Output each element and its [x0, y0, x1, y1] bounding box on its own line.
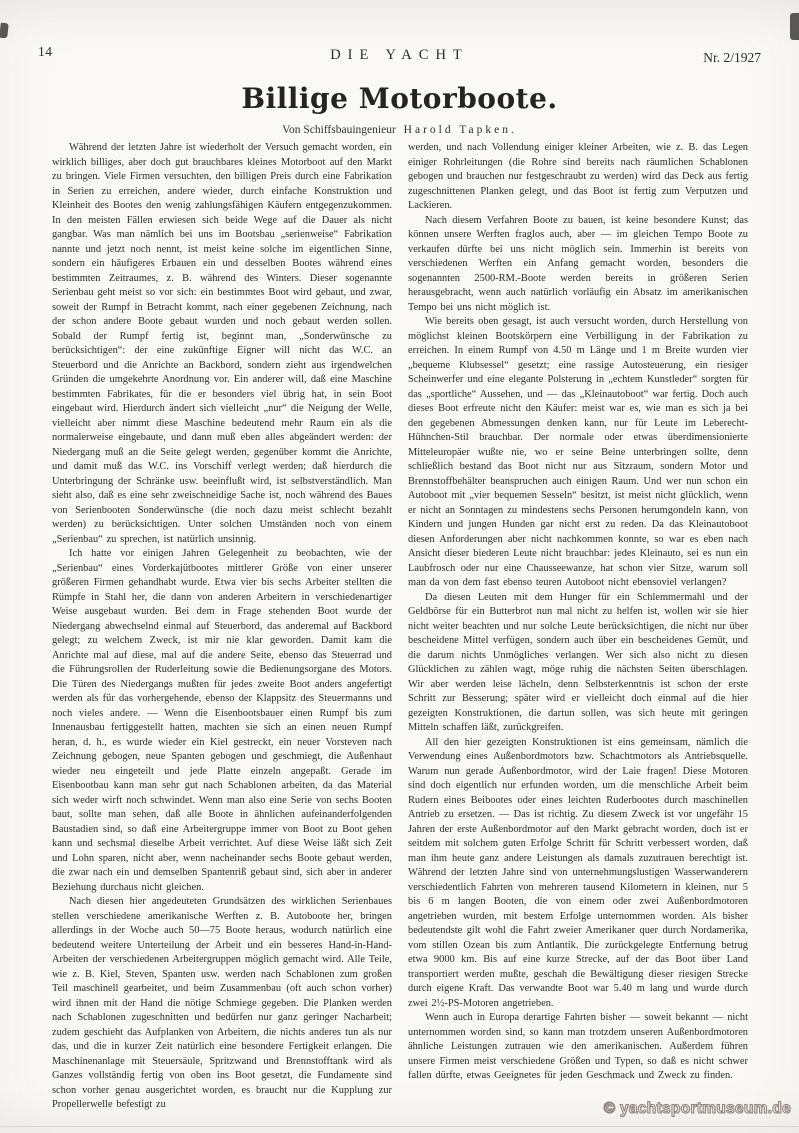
byline — [0, 124, 799, 136]
article-paragraph: werden, und nach Vollendung einiger kleiner Arbeiten, wie z. B. das Legen einiger Rohrleitungen (die Rohre sind bereits nach räumlichen Schablonen gebogen und brauchen nur festgeschraubt zu werden) wird das Deck aus fertig zugeschnittenen Planken gelegt, und das Boot ist fertig zum Verputzen und Lackieren. — [408, 142, 748, 211]
watermark: © yachtsportmuseum.de — [603, 1100, 791, 1117]
article-paragraph: Nach diesem Verfahren Boote zu bauen, ist keine besondere Kunst; das können unsere Werften fraglos auch, aber — im gleichen Tempo Boote zu verkaufen dürfte bei uns nicht möglich sein. Immerhin ist bereits von verschiedenen Werften ein Anfang gemacht worden, besonders die sogenannten 2500-RM.-Boote werden bereits in größeren Serien herausgebracht, wenn auch natürlich vorläufig ein Absatz im amerikanischen Tempo bei uns nicht möglich ist. — [408, 214, 748, 313]
article-paragraph: Da diesen Leuten mit dem Hunger für ein Schlemmermahl und der Geldbörse für ein Butterbrot nun mal nicht zu helfen ist, wollen wir sie hier nicht weiter beachten und nur solche Leute berücksichtigen, die nicht nur über bescheidene Mittel verfügen, sondern auch über ein bescheidenes Gemüt, und die darum nichts Unmögliches verlangen. Wer sich also nicht zu diesen Glücklichen zu zählen wagt, möge ruhig die nächsten Seiten überschlagen. Wir aber werden leise lächeln, denn Selbsterkenntnis ist schon der erste Schritt zur Besserung; später wird er vielleicht doch einmal auf die hier gezeigten Konstruktionen, die dartun sollen, was sich heute mit geringen Mitteln schaffen läßt, zurückgreifen. — [408, 591, 748, 733]
article-paragraph: Während der letzten Jahre ist wiederholt der Versuch gemacht worden, ein wirklich billiges, aber doch gut brauchbares kleines Motorboot auf den Markt zu bringen. Viele Firmen versuchten, den billigen Preis durch eine Fabrikation in Serien zu erreichen, andere wieder, durch einfache Konstruktion und Kleinheit des Bootes den wenig zahlungsfähigen Käufern entgegenzukommen. In den meisten Fällen erwiesen sich beide Wege auf die Dauer als nicht gangbar. Was man nämlich bei uns im Bootsbau „serienweise“ Fabrikation nannte und jetzt noch nennt, ist meist keine solche im eigentlichen Sinne, sondern ein häufigeres Erbauen ein und desselben Bootes während eines bestimmten Zeitraumes, z. B. während des Winters. Dieser sogenannte Serienbau geht meist so vor sich: ein bestimmtes Boot wird gebaut, und zwar, soweit der Rumpf in Betracht kommt, nach einer gegebenen Zeichnung, nach der schon andere Boote gebaut wurden und noch gebaut werden sollen. Sobald der Rumpf fertig ist, beginnt man, „Sonderwünsche zu berücksichtigen“: der eine zukünftige Eigner will nicht das W.C. an Steuerbord und die Anrichte an Backbord, sondern zieht aus irgendwelchen Gründen die umgekehrte Anordnung vor. Ein anderer will, daß eine Maschine bestimmten Fabrikates, für die er besonders viel übrig hat, in sein Boot eingebaut wird. Hierdurch ändert sich vielleicht „nur“ die Neigung der Welle, vielleicht aber nimmt diese Maschine bedeutend mehr Raum ein als die normalerweise eingebaute, und dann muß eben alles abgeändert werden: der Niedergang muß an die Seite gelegt werden, gegenüber kommt die Anrichte, und damit muß das W.C. ins Vorschiff verlegt werden; daß hierdurch die Unterbringung der Schränke usw. beeinflußt wird, ist selbstverständlich. Man sieht also, daß es eine sehr zweischneidige Sache ist, noch während des Baues von Serienbooten Sonderwünsche (die noch dazu meist schlecht bezahlt werden) zu berücksichtigen. Unter solchen Umständen noch von einem „Serienbau“ zu sprechen, ist natürlich unsinnig. — [52, 142, 392, 545]
article-paragraph: Ich hatte vor einigen Jahren Gelegenheit zu beobachten, wie der „Serienbau“ eines Vorderkajütbootes mittlerer Größe von einer unserer größeren Firmen gehandhabt wurde. Etwa vier bis sechs Arbeiter stellten die Rümpfe in Stahl her, die dann von anderen Arbeitern in verschiedenartiger Weise ausgebaut wurden. Bei dem in Frage stehenden Boot wurde der Niedergang abwechselnd einmal auf Steuerbord, das anderemal auf Backbord gelegt; zu welchem Zweck, ist mir nie klar geworden. Damit kam die Anrichte mal auf diese, mal auf die andere Seite, ebenso das Steuerrad und die Führungsrollen der Ruderleitung sowie die Bedienungsorgane des Motors. Die Türen des Niedergangs mußten für jedes zweite Boot anders angefertigt werden als für das vorhergehende, ebenso der Klappsitz des Steuermanns und noch vieles andere. — Wenn die Eisenbootsbauer einen Rumpf bis zum Innenausbau fertiggestellt hatten, machten sie sich an einen neuen Rumpf heran, d. h., es wurde wieder ein Kiel gestreckt, ein neuer Vorsteven nach Zeichnung gebogen, neue Spanten gebogen und geschmiegt, die Außenhaut wieder neu eingeteilt und jede Platte einzeln angepaßt. Gerade im Eisenbootbau kann man sehr gut nach Schablonen arbeiten, da das Material sich weder wirft noch schwindet. Wenn man also eine Serie von sechs Booten baut, sollte man sehen, daß alle Boote in ähnlichen aufeinanderfolgenden Baustadien sind, so daß eine Arbeitergruppe immer von Boot zu Boot gehen kann und sechsmal dieselbe Arbeit verrichtet. Auf diese Weise läßt sich Zeit und Lohn sparen, nicht aber, wenn nacheinander sechs Boote gebaut werden, die zwar nach ein und demselben Spantenriß gebaut sind, sich aber in anderer Beziehung durchaus nicht gleichen. — [52, 548, 392, 893]
right-column — [408, 141, 748, 1113]
article-title: Billige Motorboote. — [241, 82, 558, 115]
article-paragraph: Wenn auch in Europa derartige Fahrten bisher — soweit bekannt — nicht unternommen worden sind, so kann man trotzdem unseren Außenbordmotoren ähnliche Leistungen zutrauen wie den amerikanischen. Außerdem führen unsere Firmen meist verschiedene Größen und Typen, so daß es nicht schwer fallen dürfte, etwas Geeignetes für jeden Geschmack und Zweck zu finden. — [408, 1012, 748, 1081]
byline-prefix: Von Schiffsbauingenieur — [282, 124, 396, 136]
article-body — [52, 141, 748, 1113]
page-number: 14 — [38, 44, 53, 59]
issue-number: Nr. 2/1927 — [703, 50, 761, 65]
left-column — [52, 141, 392, 1113]
scan-artifact-top-right — [790, 13, 799, 40]
article-paragraph: Wie bereits oben gesagt, ist auch versucht worden, durch Herstellung von möglichst kleinen Bootskörpern eine Verbilligung in der Fabrikation zu erreichen. In einem Rumpf von 4.50 m Länge und 1 m Breite wurden vier „bequeme Klubsessel“ gesetzt; eine rassige Autosteuerung, ein riesiger Scheinwerfer und eine elegante Polsterung in „echtem Kunstleder“ sorgten für das „sportliche“ Aussehen, und — das „Kleinautoboot“ war fertig. Doch auch dieses Boot erfreute nicht den Käufer: meist war es, wie man es sich ja bei den gegebenen Abmessungen denken kann, nur für Leute im Leberecht-Hühnchen-Stil brauchbar. Der normale oder etwas überdimensionierte Mitteleuropäer wußte nie, wo er seine Beine unterbringen sollte, denn schließlich bestand das Boot nicht nur aus Sitzraum, sondern Motor und Brennstoffbehälter beanspruchen auch einigen Raum. Und wer nun schon ein Autoboot mit „vier bequemen Sesseln“ besitzt, ist meist nicht glücklich, wenn er nicht an Sonntagen zu mindestens sechs Personen herumgondeln kann, von Kindern und jungen Hunden gar nicht erst zu reden. Da das Kleinautoboot diesen Anforderungen aber nicht nachkommen konnte, so war es eben nach Ansicht dieser biederen Leute nicht brauchbar: jedes Kleinauto, sei es nun ein Laubfrosch oder nur eine Chausseewanze, hat schon vier Sitze, warum soll man da von dem fast ebenso teuren Autoboot nicht ebensoviel verlangen? — [408, 316, 748, 588]
article-paragraph: All den hier gezeigten Konstruktionen ist eins gemeinsam, nämlich die Verwendung eines Außenbordmotors bzw. Schachtmotors als Antriebsquelle. Warum nun gerade Außenbordmotor, wird der Laie fragen! Diese Motoren sind doch eigentlich nur erfunden worden, um die menschliche Arbeit beim Rudern eines Beibootes oder eines leichten Ruderbootes durch maschinellen Antrieb zu ersetzen. — Das ist richtig. Zu diesem Zweck ist vor ungefähr 15 Jahren der erste Außenbordmotor auf den Markt gebracht worden, doch ist er seitdem mit solchem guten Erfolge Schritt für Schritt verbessert worden, daß man ihm heute ganz andere Leistungen als damals zuzutrauen berechtigt ist. Während der letzten Jahre sind von unternehmungslustigen Wasserwanderern verschiedentlich Fahrten von mehreren tausend Kilometern in kleinen, nur 5 bis 6 m langen Booten, die von einem oder zwei Außenbordmotoren angetrieben wurden, mit bestem Erfolge unternommen worden. Als bisher bedeutendste gilt wohl die Fahrt zweier Amerikaner quer durch Nordamerika, vom stillen Ozean bis zum Antlantik. Die zurückgelegte Entfernung betrug etwa 9000 km. Bis auf eine kurze Strecke, auf der das Boot über Land transportiert werden mußte, geschah die Bewältigung dieser riesigen Strecke durch eigene Kraft. Das verwandte Boot war 5.40 m lang und wurde durch zwei 2½-PS-Motoren angetrieben. — [408, 736, 748, 1009]
journal-title: DIE YACHT — [330, 47, 469, 63]
author-name: Harold Tapken. — [403, 124, 517, 136]
scan-edge-line — [0, 1126, 799, 1127]
article-paragraph: Nach diesen hier angedeuteten Grundsätzen des wirklichen Serienbaues stellen verschiedene amerikanische Werften z. B. Autoboote her, bringen allerdings in der Woche auch 50—75 Boote heraus, wodurch natürlich eine bedeutend weitere Unterteilung der Arbeit und ein besseres Hand-in-Hand-Arbeiten der verschiedenen Arbeitergruppen möglich gemacht wird. Alle Teile, wie z. B. Kiel, Steven, Spanten usw. werden nach Schablonen zum großen Teil maschinell gearbeitet, und beim Zusammenbau (oft auch schon vorher) wird ihnen mit der Hand die nötige Schmiege gegeben. Die Planken werden nach Schablonen zugeschnitten und bedürfen nur ganz geringer Nacharbeit; zudem geschieht das Aufplanken von Arbeitern, die nichts anderes tun als nur das, und die in kurzer Zeit natürlich eine besondere Fertigkeit erlangen. Die Maschinenanlage mit Steuersäule, Spritzwand und Brennstofftank wird als Ganzes vollständig fertig von oben ins Boot gesetzt, die Fundamente sind schon vorher genau ausgerichtet worden, es braucht nur die Kupplung zur Propellerwelle befestigt zu — [52, 896, 392, 1110]
scan-artifact-top-left — [0, 23, 9, 39]
